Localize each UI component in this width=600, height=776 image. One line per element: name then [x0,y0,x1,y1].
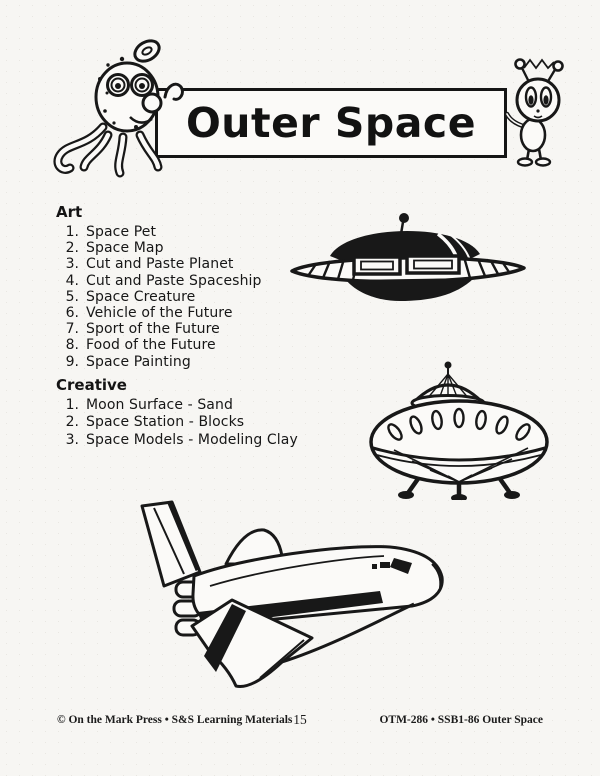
item-number: 7. [65,321,79,338]
item-label: Space Pet [86,224,157,240]
list-item [54,321,354,337]
item-label: Space Painting [86,353,191,370]
list-item [54,397,354,415]
title-banner [155,88,507,158]
item-label: Space Creature [86,288,196,305]
item-number: 2. [65,240,79,257]
item-label: Food of the Future [86,337,216,354]
item-number: 1. [65,224,79,240]
list-item [54,432,354,450]
space-shuttle-illustration [132,500,448,698]
list-item [54,305,354,321]
item-label: Space Station - Blocks [86,414,245,431]
item-label: Space Models - Modeling Clay [86,431,298,448]
item-label: Sport of the Future [86,321,220,338]
item-number: 9. [65,353,79,370]
item-number: 1. [65,396,79,413]
item-label: Cut and Paste Planet [86,256,234,273]
flying-saucer-dark-dome-illustration [288,208,528,303]
item-label: Vehicle of the Future [86,305,233,322]
item-number: 3. [65,431,79,448]
list-item [54,337,354,353]
item-label: Space Map [86,240,164,257]
page-number: 15 [293,712,307,727]
item-number: 6. [65,305,79,322]
section-heading-art: Art [56,203,83,221]
item-number: 2. [65,414,79,431]
item-number: 3. [65,256,79,273]
list-item [54,354,354,370]
page-title: Outer Space [185,99,477,147]
section-creative [54,376,354,450]
item-number: 4. [65,272,79,289]
item-number: 8. [65,337,79,354]
item-label: Moon Surface - Sand [86,396,233,413]
section-heading-creative: Creative [56,375,127,394]
item-number: 5. [65,288,79,305]
footer-code: OTM-286 • SSB1-86 Outer Space [379,714,543,726]
flying-saucer-portholes-legs-illustration [368,358,550,500]
antenna-alien-illustration [505,50,580,170]
item-label: Cut and Paste Spaceship [86,272,262,289]
octopus-alien-illustration [48,35,193,185]
footer-copyright: © On the Mark Press • S&S Learning Materials [57,714,293,726]
list-item [54,414,354,432]
